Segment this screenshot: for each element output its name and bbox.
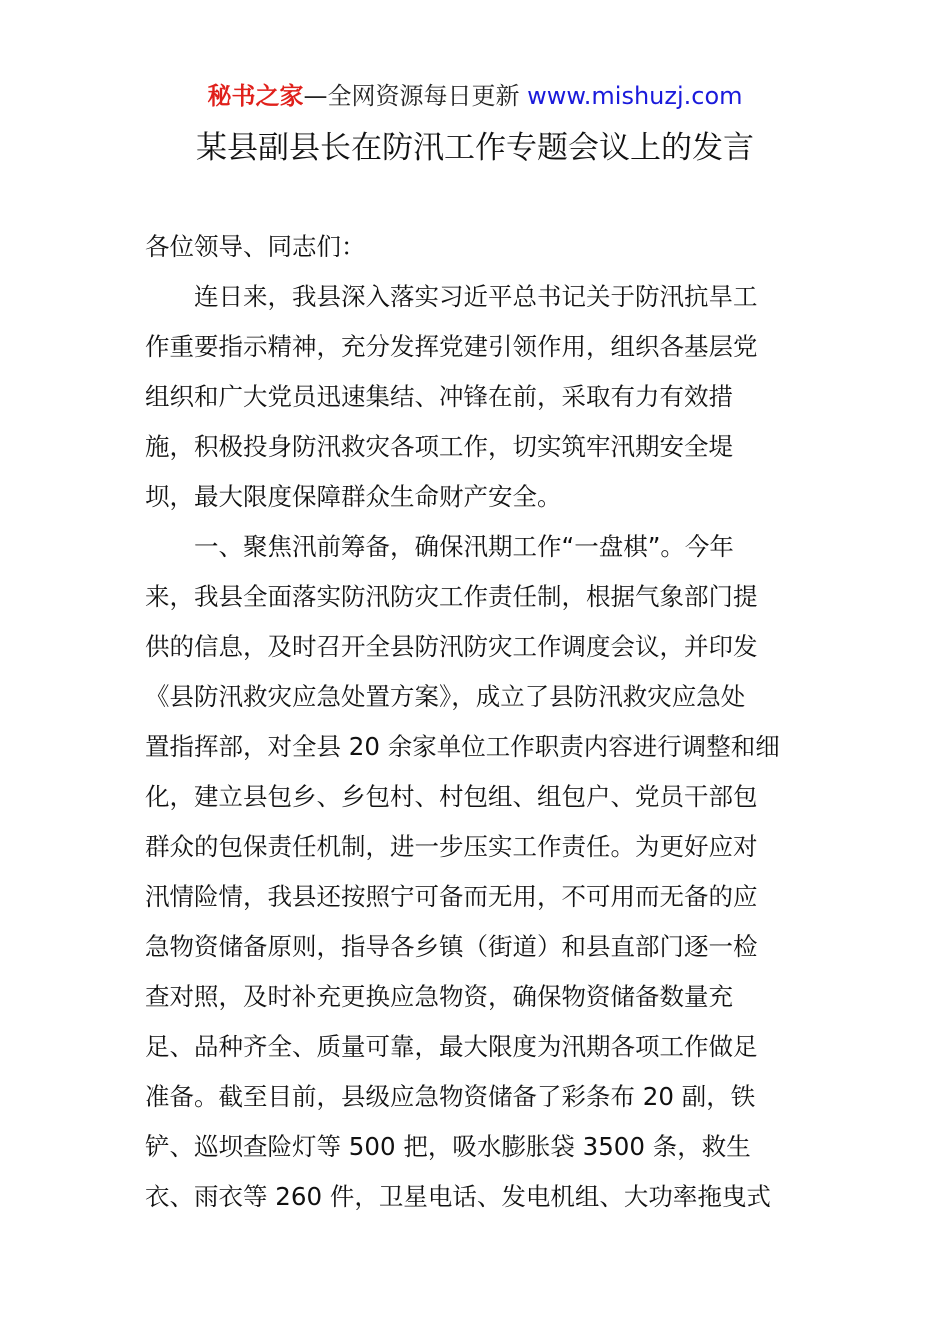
paragraph-line: 坝，最大限度保障群众生命财产安全。 (145, 482, 562, 511)
paragraph-line: 一、聚焦汛前筹备，确保汛期工作“一盘棋”。今年 (194, 532, 734, 561)
paragraph-line: 查对照，及时补充更换应急物资，确保物资储备数量充 (145, 982, 733, 1011)
site-brand: 秘书之家 (207, 82, 304, 110)
paragraph-line: 施，积极投身防汛救灾各项工作，切实筑牢汛期安全堤 (145, 432, 733, 461)
paragraph-line: 汛情险情，我县还按照宁可备而无用，不可用而无备的应 (145, 882, 758, 911)
paragraph-line: 化，建立县包乡、乡包村、村包组、组包户、党员干部包 (145, 782, 758, 811)
site-url-link[interactable]: www.mishuzj.com (527, 82, 743, 110)
paragraph-line: 组织和广大党员迅速集结、冲锋在前，采取有力有效措 (145, 382, 733, 411)
paragraph-line: 作重要指示精神，充分发挥党建引领作用，组织各基层党 (145, 332, 758, 361)
paragraph-line: 供的信息，及时召开全县防汛防灾工作调度会议，并印发 (145, 632, 758, 661)
paragraph-line: 连日来，我县深入落实习近平总书记关于防汛抗旱工 (194, 282, 758, 311)
paragraph-line: 置指挥部，对全县 20 余家单位工作职责内容进行调整和细 (145, 732, 780, 761)
paragraph-line: 衣、雨衣等 260 件，卫星电话、发电机组、大功率拖曳式 (145, 1182, 771, 1211)
salutation: 各位领导、同志们： (145, 232, 366, 261)
document-title: 某县副县长在防汛工作专题会议上的发言 (196, 130, 754, 166)
document-body (145, 222, 807, 1222)
paragraph-line: 足、品种齐全、质量可靠，最大限度为汛期各项工作做足 (145, 1032, 758, 1061)
paragraph-line: 铲、巡坝查险灯等 500 把，吸水膨胀袋 3500 条，救生 (145, 1132, 751, 1161)
paragraph-line: 群众的包保责任机制，进一步压实工作责任。为更好应对 (145, 832, 758, 861)
paragraph-line: 准备。截至目前，县级应急物资储备了彩条布 20 副，铁 (145, 1082, 756, 1111)
site-slogan: —全网资源每日更新 (303, 82, 528, 110)
paragraph-line: 来，我县全面落实防汛防灾工作责任制，根据气象部门提 (145, 582, 758, 611)
paragraph-line: 《县防汛救灾应急处置方案》，成立了县防汛救灾应急处 (145, 682, 746, 711)
paragraph-line: 急物资储备原则，指导各乡镇（街道）和县直部门逐一检 (145, 932, 758, 961)
site-header (0, 80, 950, 112)
